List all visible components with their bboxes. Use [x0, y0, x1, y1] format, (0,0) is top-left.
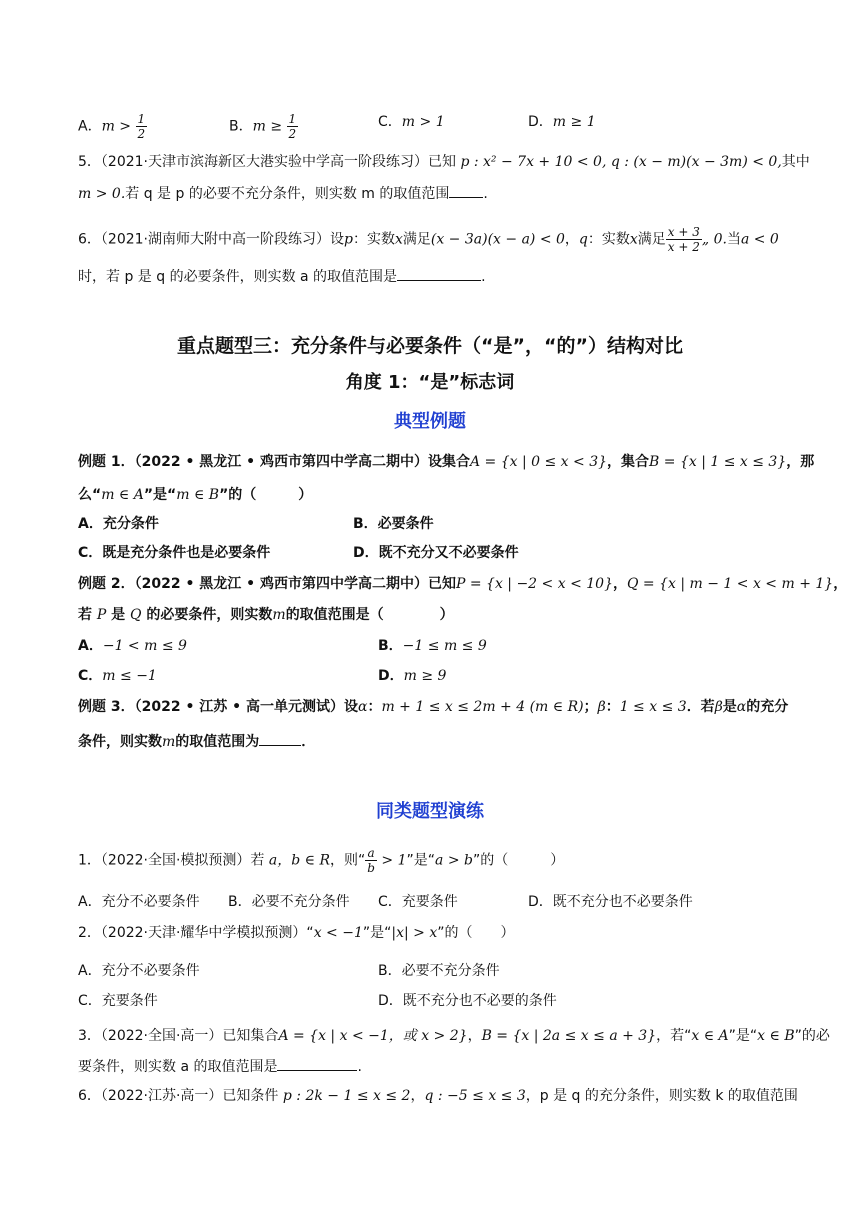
example-1-option-c: C．既是充分条件也是必要条件	[78, 545, 271, 561]
example-3-line-2: 条件，则实数m的取值范围为 ．	[78, 731, 315, 752]
example-1-option-b: B．必要条件	[353, 516, 434, 532]
practice-1-line: 1．（2022·全国·模拟预测）若 a，b ∈ R，则“ $\frac{a}{b}$ > 1”是“a > b”的（ ）	[78, 846, 565, 875]
section-title: 重点题型三：充分条件与必要条件（“是”，“的”）结构对比	[177, 335, 683, 357]
section-subtitle: 角度 1：“是”标志词	[345, 372, 515, 393]
fraction-a-over-b: $\frac{a}{b}$	[367, 846, 375, 875]
practice-2-option-b: B．必要不充分条件	[378, 963, 500, 979]
q4-option-c: C．m > 1	[378, 114, 445, 130]
example-2-option-c: C．m ≤ −1	[78, 668, 157, 684]
practice-1-option-a: A．充分不必要条件	[78, 894, 200, 910]
question-6-line-1: 6．（2021·湖南师大附中高一阶段练习）设p：实数x满足(x − 3a)(x − a) < 0，q：实数x满足 $\frac{x + 3}{x + 2}$ „ 0.当a < 0	[78, 225, 779, 254]
q4-option-a: A．m > $\frac{1}{2}$	[78, 112, 146, 141]
practice-heading: 同类题型演练	[376, 801, 484, 822]
example-1-option-a: A．充分条件	[78, 516, 159, 532]
example-2-option-b: B．−1 ≤ m ≤ 9	[378, 638, 487, 654]
example-2-option-a: A．−1 < m ≤ 9	[78, 638, 187, 654]
q4-option-b: B．m ≥ $\frac{1}{2}$	[229, 112, 297, 141]
practice-2-line: 2．（2022·天津·耀华中学模拟预测）“x < −1”是“|x| > x”的（ ）	[78, 925, 515, 941]
question-5-line-1: 5．（2021·天津市滨海新区大港实验中学高一阶段练习）已知 p : x² − 7x + 10 < 0, q : (x − m)(x − 3m) < 0,其中	[78, 154, 810, 170]
examples-heading: 典型例题	[394, 411, 466, 432]
practice-6-line: 6．（2022·江苏·高一）已知条件 p : 2k − 1 ≤ x ≤ 2，q : −5 ≤ x ≤ 3，p 是 q 的充分条件，则实数 k 的取值范围	[78, 1088, 798, 1104]
practice-3-line-2: 要条件，则实数 a 的取值范围是 .	[78, 1056, 362, 1077]
answer-blank	[259, 731, 301, 746]
example-1-line-1: 例题 1．（2022 • 黑龙江 • 鸡西市第四中学高二期中）设集合A = {x | 0 ≤ x < 3}，集合B = {x | 1 ≤ x ≤ 3}，那	[78, 454, 815, 470]
answer-blank	[449, 183, 483, 198]
example-2-line-1: 例题 2．（2022 • 黑龙江 • 鸡西市第四中学高二期中）已知P = {x | −2 < x < 10}，Q = {x | m − 1 < x < m + 1}，	[78, 576, 848, 592]
practice-1-option-c: C．充要条件	[378, 894, 458, 910]
practice-2-option-d: D．既不充分也不必要的条件	[378, 993, 557, 1009]
answer-blank	[397, 266, 481, 281]
example-1-line-2: 么“m ∈ A”是“m ∈ B”的（ ）	[78, 487, 313, 503]
example-1-option-d: D．既不充分又不必要条件	[353, 545, 519, 561]
practice-1-option-b: B．必要不充分条件	[228, 894, 350, 910]
example-2-line-2: 若 P 是 Q 的必要条件，则实数m的取值范围是（ ）	[78, 607, 454, 623]
practice-3-line-1: 3．（2022·全国·高一）已知集合A = {x | x < −1，或 x > 2}，B = {x | 2a ≤ x ≤ a + 3}，若“x ∈ A”是“x ∈ B”的必	[78, 1028, 830, 1044]
question-5-line-2: m > 0.若 q 是 p 的必要不充分条件，则实数 m 的取值范围 .	[78, 183, 488, 204]
practice-2-option-c: C．充要条件	[78, 993, 158, 1009]
fraction-one-half: $\frac{1}{2}$	[137, 112, 146, 141]
example-2-option-d: D．m ≥ 9	[378, 668, 447, 684]
practice-2-option-a: A．充分不必要条件	[78, 963, 200, 979]
fraction-one-half: $\frac{1}{2}$	[288, 112, 297, 141]
example-3-line-1: 例题 3．（2022 • 江苏 • 高一单元测试）设α：m + 1 ≤ x ≤ 2m + 4 (m ∈ R)；β：1 ≤ x ≤ 3．若β是α的充分	[78, 699, 789, 715]
answer-blank	[277, 1056, 357, 1071]
practice-1-option-d: D．既不充分也不必要条件	[528, 894, 693, 910]
question-6-line-2: 时，若 p 是 q 的必要条件，则实数 a 的取值范围是 .	[78, 266, 486, 287]
q4-option-d: D．m ≥ 1	[528, 114, 596, 130]
fraction: $\frac{x + 3}{x + 2}$	[667, 225, 700, 254]
